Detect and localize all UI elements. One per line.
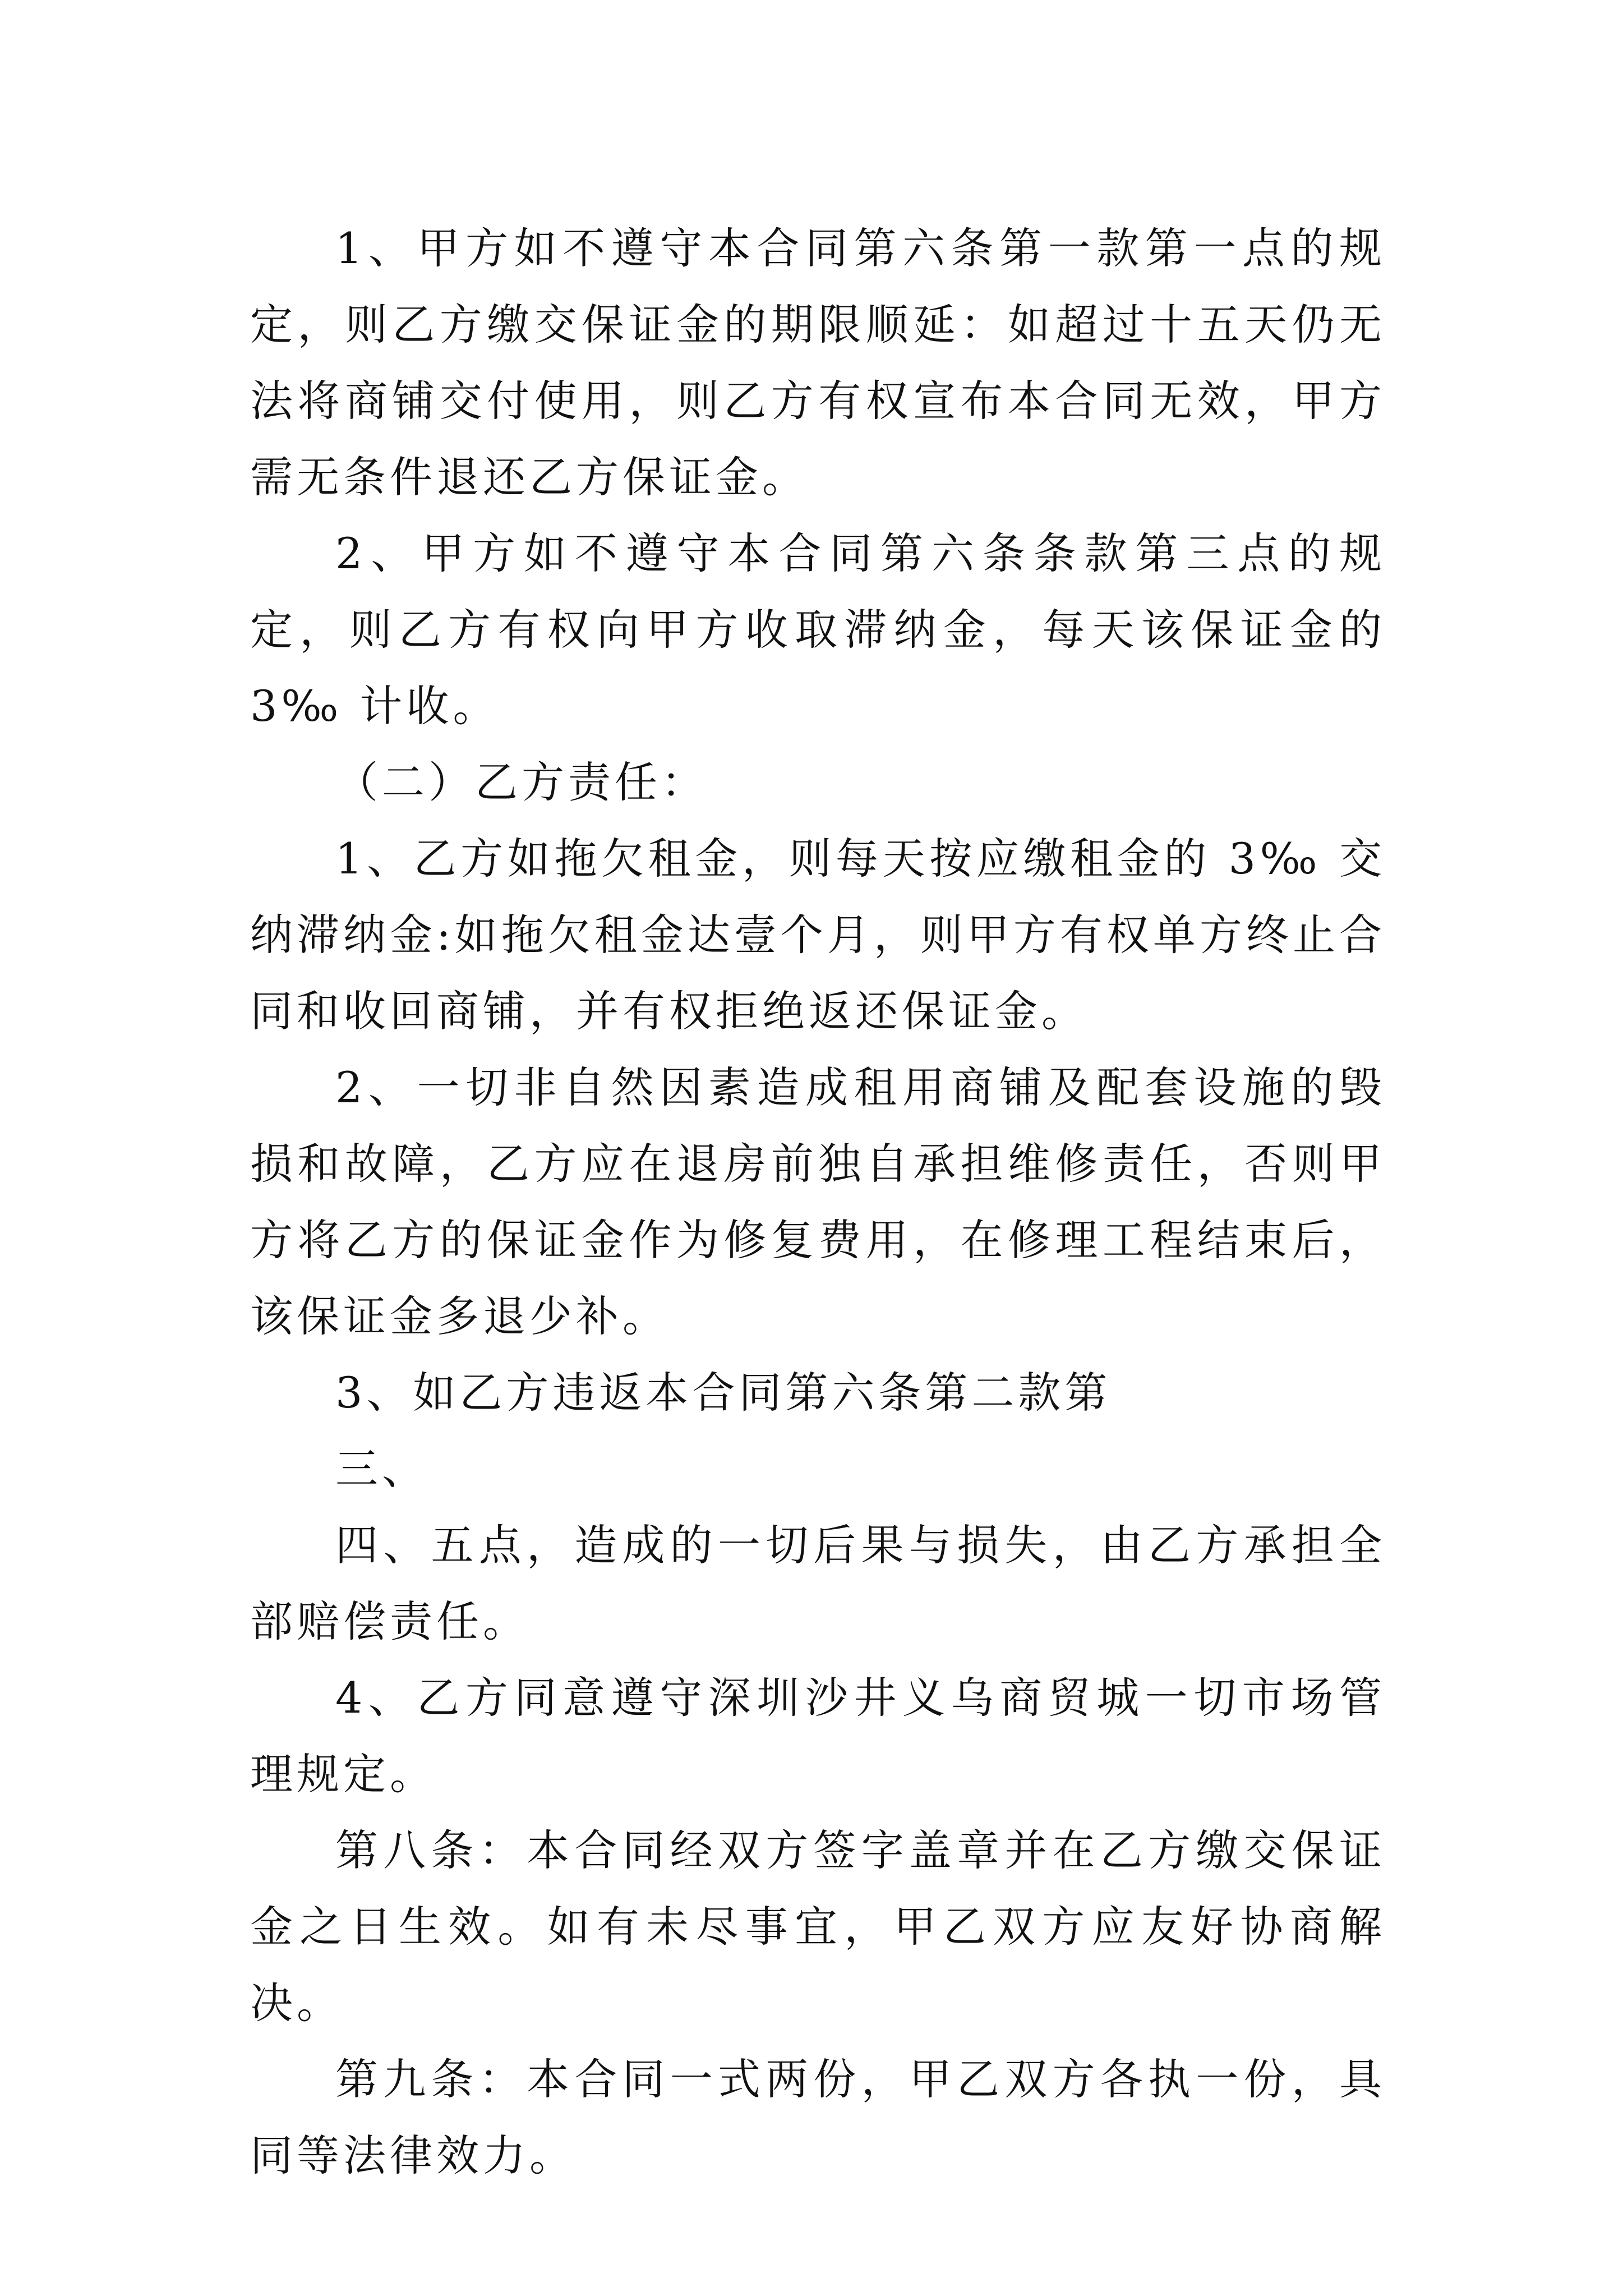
clause-party-b-4: 4、乙方同意遵守深圳沙井义乌商贸城一切市场管理规定。 bbox=[250, 1673, 1386, 1799]
document-body bbox=[250, 210, 1386, 2194]
clause-party-b-3-item-4-5: 四、五点，造成的一切后果与损失，由乙方承担全部赔偿责任。 bbox=[250, 1520, 1386, 1646]
clause-party-b-2: 2、一切非自然因素造成租用商铺及配套设施的毁损和故障，乙方应在退房前独自承担维修责任，否则甲方将乙方的保证金作为修复费用，在修理工程结束后，该保证金多退少补。 bbox=[250, 1062, 1386, 1341]
clause-party-b-3: 3、如乙方违返本合同第六条第二款第 bbox=[335, 1368, 1112, 1418]
article-9: 第九条：本合同一式两份，甲乙双方各执一份，具同等法律效力。 bbox=[250, 2054, 1386, 2180]
clause-party-b-3-item-3: 三、 bbox=[335, 1444, 428, 1494]
clause-party-a-1: 1、甲方如不遵守本合同第六条第一款第一点的规定，则乙方缴交保证金的期限顺延：如超过十五天仍无法将商铺交付使用，则乙方有权宣布本合同无效，甲方需无条件退还乙方保证金。 bbox=[250, 223, 1386, 502]
clause-party-b-1: 1、乙方如拖欠租金，则每天按应缴租金的 3‰ 交纳滞纳金:如拖欠租金达壹个月，则甲方有权单方终止合同和收回商铺，并有权拒绝返还保证金。 bbox=[250, 834, 1386, 1036]
article-8: 第八条：本合同经双方签字盖章并在乙方缴交保证金之日生效。如有未尽事宜，甲乙双方应友好协商解决。 bbox=[250, 1825, 1386, 2028]
clause-party-a-2: 2、甲方如不遵守本合同第六条条款第三点的规定，则乙方有权向甲方收取滞纳金，每天该保证金的 3‰ 计收。 bbox=[250, 528, 1386, 731]
section-heading-party-b: （二）乙方责任： bbox=[335, 757, 708, 807]
